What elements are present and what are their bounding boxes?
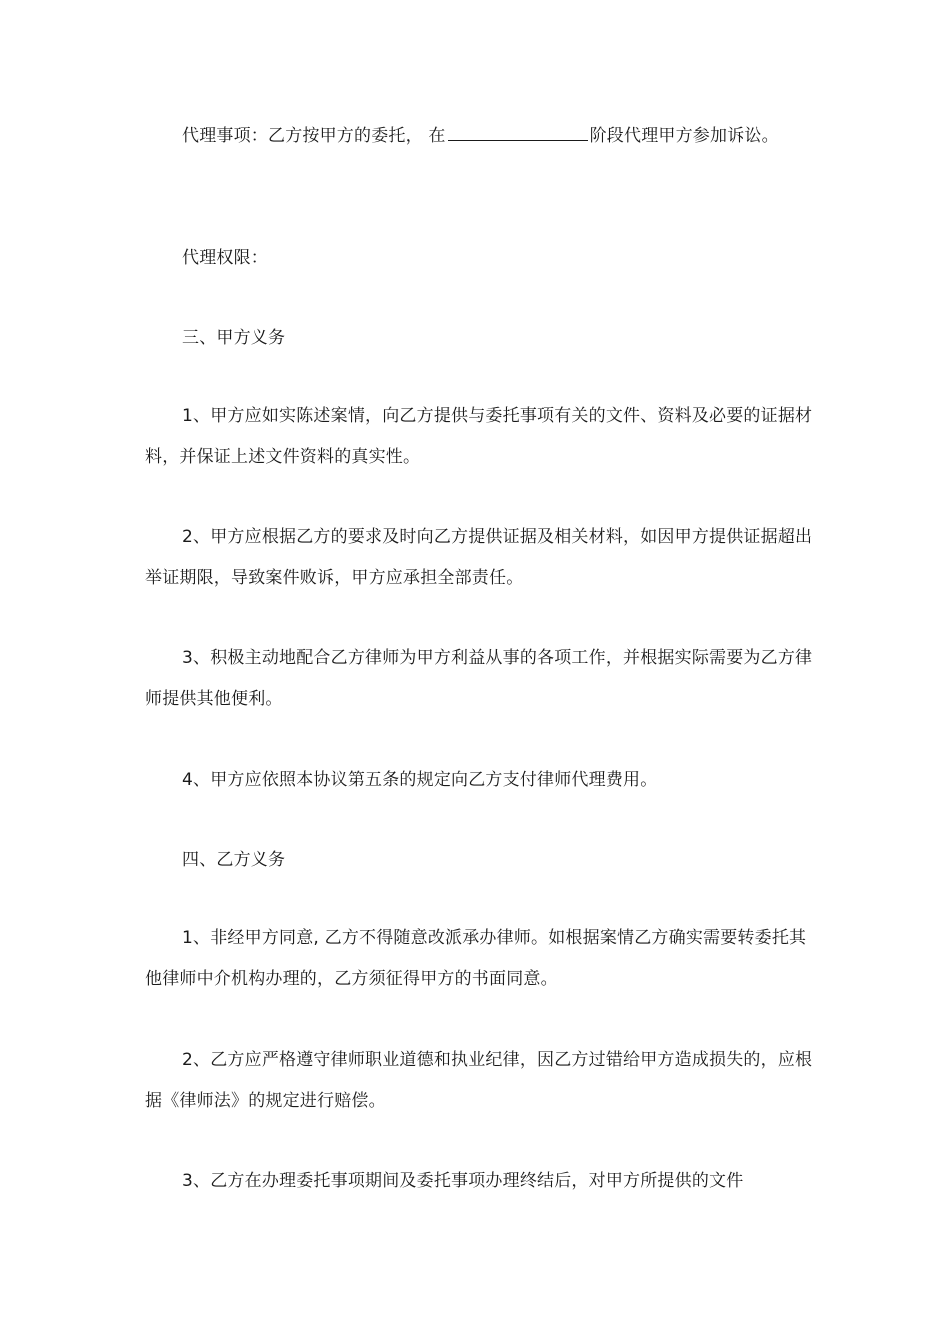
section-4-item-2: 2、乙方应严格遵守律师职业道德和执业纪律，因乙方过错给甲方造成损失的，应根据《律师法》的规定进行赔偿。 <box>145 1050 813 1111</box>
agency-matter-text-after: 阶段代理甲方参加诉讼。 <box>589 126 779 146</box>
section-3-heading: 三、甲方义务 <box>182 328 286 348</box>
agency-matter-text-before: 代理事项：乙方按甲方的委托， 在 <box>182 126 446 146</box>
section-3-item-2: 2、甲方应根据乙方的要求及时向乙方提供证据及相关材料，如因甲方提供证据超出举证期限，导致案件败诉，甲方应承担全部责任。 <box>145 527 813 588</box>
agency-matter-paragraph <box>145 116 815 157</box>
section-4-heading: 四、乙方义务 <box>182 850 286 870</box>
stage-blank-line <box>448 122 588 141</box>
section-4-item-3: 3、乙方在办理委托事项期间及委托事项办理终结后，对甲方所提供的文件 <box>182 1171 744 1191</box>
section-3-item-1: 1、甲方应如实陈述案情，向乙方提供与委托事项有关的文件、资料及必要的证据材料，并保证上述文件资料的真实性。 <box>145 406 813 467</box>
agency-scope-paragraph: 代理权限： <box>182 248 268 268</box>
section-3-item-4: 4、甲方应依照本协议第五条的规定向乙方支付律师代理费用。 <box>182 770 658 790</box>
section-4-item-1: 1、非经甲方同意, 乙方不得随意改派承办律师。如根据案情乙方确实需要转委托其他律师中介机构办理的，乙方须征得甲方的书面同意。 <box>145 928 807 989</box>
section-3-item-3: 3、积极主动地配合乙方律师为甲方利益从事的各项工作，并根据实际需要为乙方律师提供其他便利。 <box>145 648 813 709</box>
